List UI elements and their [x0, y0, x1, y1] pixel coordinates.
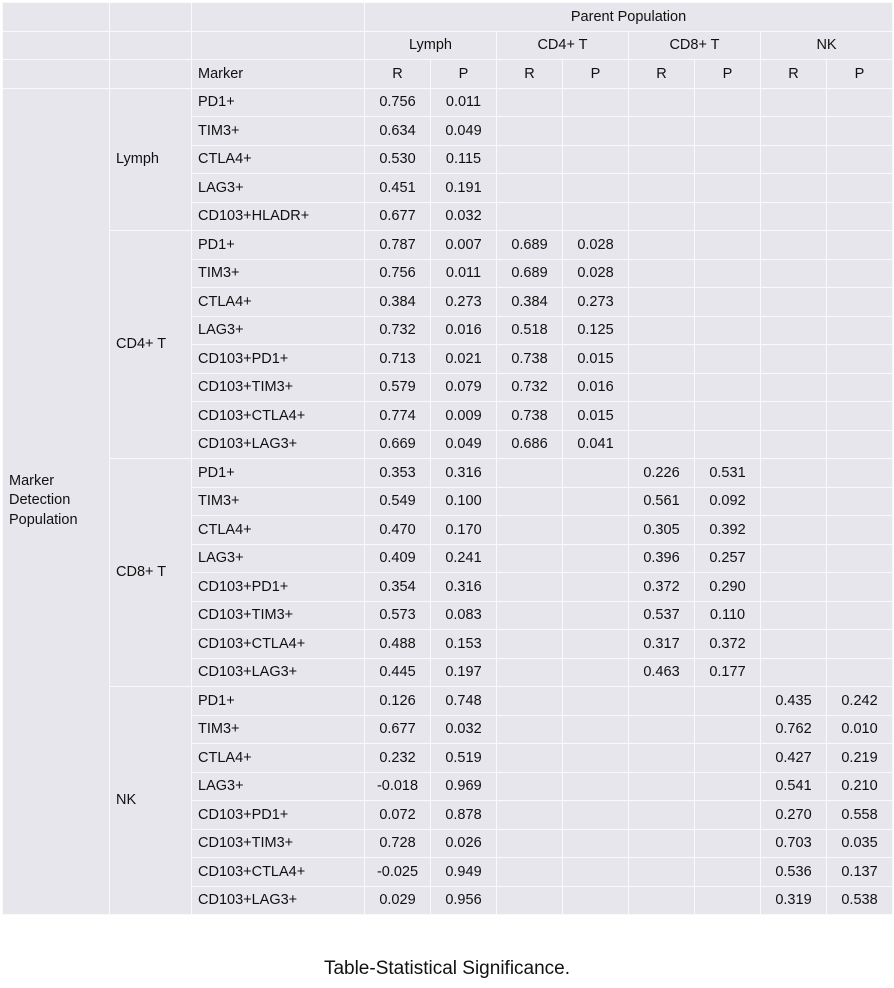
value-cell-cd8-r: [629, 402, 695, 431]
value-cell-lymph-r: 0.353: [365, 459, 431, 488]
value-cell-lymph-p: 0.049: [431, 117, 497, 146]
value-cell-nk-p: 0.210: [827, 772, 893, 801]
value-cell-cd4-r: [497, 715, 563, 744]
value-cell-cd4-r: [497, 744, 563, 773]
value-cell-lymph-p: 0.956: [431, 886, 497, 915]
value-cell-cd4-p: [563, 801, 629, 830]
value-cell-cd8-r: 0.561: [629, 487, 695, 516]
table-body: [3, 3, 893, 915]
value-cell-nk-r: 0.427: [761, 744, 827, 773]
value-cell-cd4-r: 0.689: [497, 231, 563, 260]
value-cell-nk-r: [761, 573, 827, 602]
value-cell-nk-p: [827, 487, 893, 516]
value-cell-cd4-p: [563, 487, 629, 516]
parent-population-header: Parent Population: [365, 3, 893, 32]
value-cell-lymph-p: 0.748: [431, 687, 497, 716]
value-cell-cd4-r: 0.738: [497, 345, 563, 374]
value-cell-lymph-r: 0.354: [365, 573, 431, 602]
value-cell-lymph-p: 0.011: [431, 88, 497, 117]
value-cell-lymph-r: 0.530: [365, 145, 431, 174]
value-cell-nk-r: 0.270: [761, 801, 827, 830]
value-cell-cd8-r: [629, 316, 695, 345]
group-label: Lymph: [110, 88, 192, 231]
value-cell-cd4-r: [497, 801, 563, 830]
value-cell-nk-r: 0.762: [761, 715, 827, 744]
value-cell-cd4-p: [563, 145, 629, 174]
header-row-rp: [3, 60, 893, 89]
value-cell-lymph-p: 0.197: [431, 658, 497, 687]
value-cell-cd4-r: [497, 601, 563, 630]
marker-cell: PD1+: [192, 231, 365, 260]
marker-cell: CD103+TIM3+: [192, 601, 365, 630]
group-label: NK: [110, 687, 192, 915]
value-cell-nk-r: [761, 544, 827, 573]
value-cell-lymph-r: 0.579: [365, 373, 431, 402]
value-cell-cd8-r: 0.305: [629, 516, 695, 545]
marker-column-header: Marker: [192, 60, 365, 89]
marker-cell: LAG3+: [192, 772, 365, 801]
value-cell-nk-p: [827, 288, 893, 317]
value-cell-lymph-p: 0.049: [431, 430, 497, 459]
value-cell-nk-r: [761, 88, 827, 117]
value-cell-lymph-p: 0.007: [431, 231, 497, 260]
population-header-cd4-t: CD4+ T: [497, 31, 629, 60]
r-header: R: [497, 60, 563, 89]
marker-cell: CD103+LAG3+: [192, 430, 365, 459]
value-cell-lymph-r: 0.774: [365, 402, 431, 431]
value-cell-lymph-p: 0.032: [431, 715, 497, 744]
value-cell-cd4-p: [563, 544, 629, 573]
value-cell-cd8-r: [629, 801, 695, 830]
value-cell-nk-p: [827, 316, 893, 345]
value-cell-nk-p: [827, 88, 893, 117]
table-row: [3, 687, 893, 716]
value-cell-cd8-r: 0.463: [629, 658, 695, 687]
marker-cell: CD103+LAG3+: [192, 658, 365, 687]
value-cell-nk-p: [827, 145, 893, 174]
value-cell-nk-p: [827, 544, 893, 573]
value-cell-cd8-r: [629, 202, 695, 231]
value-cell-lymph-r: 0.756: [365, 88, 431, 117]
value-cell-cd4-r: 0.518: [497, 316, 563, 345]
r-header: R: [761, 60, 827, 89]
value-cell-cd4-p: 0.273: [563, 288, 629, 317]
value-cell-cd8-p: [695, 687, 761, 716]
marker-cell: CTLA4+: [192, 288, 365, 317]
value-cell-cd4-p: [563, 601, 629, 630]
value-cell-lymph-r: -0.025: [365, 858, 431, 887]
marker-cell: LAG3+: [192, 544, 365, 573]
value-cell-lymph-r: -0.018: [365, 772, 431, 801]
value-cell-cd8-p: 0.092: [695, 487, 761, 516]
value-cell-cd4-r: [497, 459, 563, 488]
value-cell-lymph-r: 0.677: [365, 715, 431, 744]
value-cell-nk-p: 0.242: [827, 687, 893, 716]
population-header-cd8-t: CD8+ T: [629, 31, 761, 60]
value-cell-cd4-r: [497, 202, 563, 231]
value-cell-cd4-p: [563, 772, 629, 801]
value-cell-cd4-p: 0.028: [563, 259, 629, 288]
value-cell-nk-p: 0.219: [827, 744, 893, 773]
value-cell-lymph-p: 0.170: [431, 516, 497, 545]
value-cell-nk-p: [827, 373, 893, 402]
value-cell-cd8-r: [629, 886, 695, 915]
value-cell-nk-p: 0.538: [827, 886, 893, 915]
value-cell-lymph-p: 0.316: [431, 573, 497, 602]
r-header: R: [365, 60, 431, 89]
value-cell-cd4-r: 0.384: [497, 288, 563, 317]
value-cell-cd8-p: [695, 801, 761, 830]
value-cell-nk-r: 0.319: [761, 886, 827, 915]
value-cell-cd4-r: [497, 573, 563, 602]
value-cell-lymph-r: 0.384: [365, 288, 431, 317]
value-cell-nk-r: [761, 345, 827, 374]
value-cell-nk-r: [761, 516, 827, 545]
value-cell-cd8-r: [629, 88, 695, 117]
marker-cell: CD103+PD1+: [192, 801, 365, 830]
value-cell-nk-p: [827, 202, 893, 231]
value-cell-nk-r: [761, 316, 827, 345]
value-cell-cd4-p: [563, 516, 629, 545]
group-label: CD8+ T: [110, 459, 192, 687]
value-cell-lymph-r: 0.573: [365, 601, 431, 630]
value-cell-cd4-r: 0.689: [497, 259, 563, 288]
value-cell-cd8-r: [629, 772, 695, 801]
value-cell-cd8-r: [629, 117, 695, 146]
marker-cell: TIM3+: [192, 487, 365, 516]
value-cell-cd8-p: 0.392: [695, 516, 761, 545]
value-cell-lymph-p: 0.032: [431, 202, 497, 231]
population-header-lymph: Lymph: [365, 31, 497, 60]
value-cell-nk-p: [827, 430, 893, 459]
value-cell-cd8-r: [629, 858, 695, 887]
marker-cell: CD103+TIM3+: [192, 373, 365, 402]
value-cell-nk-p: 0.137: [827, 858, 893, 887]
value-cell-nk-p: [827, 174, 893, 203]
value-cell-cd8-r: 0.317: [629, 630, 695, 659]
value-cell-nk-r: [761, 430, 827, 459]
marker-cell: PD1+: [192, 687, 365, 716]
value-cell-lymph-r: 0.126: [365, 687, 431, 716]
value-cell-cd8-p: [695, 259, 761, 288]
value-cell-cd8-r: [629, 288, 695, 317]
value-cell-lymph-r: 0.634: [365, 117, 431, 146]
value-cell-cd4-p: 0.015: [563, 402, 629, 431]
value-cell-cd4-p: [563, 829, 629, 858]
value-cell-cd4-r: [497, 658, 563, 687]
value-cell-nk-r: [761, 231, 827, 260]
row-header-label: Marker Detection Population: [3, 88, 110, 915]
value-cell-cd8-p: [695, 373, 761, 402]
marker-cell: CD103+CTLA4+: [192, 402, 365, 431]
value-cell-cd8-p: [695, 345, 761, 374]
value-cell-cd4-p: [563, 459, 629, 488]
value-cell-cd8-r: 0.396: [629, 544, 695, 573]
value-cell-cd8-p: [695, 288, 761, 317]
value-cell-lymph-r: 0.029: [365, 886, 431, 915]
value-cell-cd4-p: [563, 573, 629, 602]
value-cell-lymph-p: 0.241: [431, 544, 497, 573]
marker-cell: CD103+CTLA4+: [192, 858, 365, 887]
value-cell-cd8-r: 0.226: [629, 459, 695, 488]
value-cell-lymph-p: 0.316: [431, 459, 497, 488]
value-cell-cd4-r: [497, 516, 563, 545]
marker-cell: CD103+TIM3+: [192, 829, 365, 858]
value-cell-lymph-p: 0.969: [431, 772, 497, 801]
value-cell-nk-r: 0.703: [761, 829, 827, 858]
value-cell-cd8-p: [695, 858, 761, 887]
value-cell-cd8-r: [629, 145, 695, 174]
value-cell-lymph-p: 0.016: [431, 316, 497, 345]
p-header: P: [827, 60, 893, 89]
table-row: [3, 88, 893, 117]
marker-cell: CD103+PD1+: [192, 345, 365, 374]
value-cell-lymph-p: 0.878: [431, 801, 497, 830]
value-cell-lymph-p: 0.100: [431, 487, 497, 516]
value-cell-cd8-p: [695, 202, 761, 231]
value-cell-cd8-p: [695, 430, 761, 459]
value-cell-cd4-p: 0.041: [563, 430, 629, 459]
marker-cell: LAG3+: [192, 174, 365, 203]
table-row: [3, 459, 893, 488]
marker-cell: CTLA4+: [192, 516, 365, 545]
value-cell-lymph-r: 0.677: [365, 202, 431, 231]
p-header: P: [431, 60, 497, 89]
value-cell-lymph-r: 0.488: [365, 630, 431, 659]
value-cell-cd4-r: [497, 145, 563, 174]
marker-cell: PD1+: [192, 459, 365, 488]
value-cell-nk-p: [827, 516, 893, 545]
value-cell-lymph-p: 0.083: [431, 601, 497, 630]
value-cell-lymph-r: 0.787: [365, 231, 431, 260]
value-cell-nk-p: [827, 259, 893, 288]
p-header: P: [563, 60, 629, 89]
value-cell-nk-p: [827, 459, 893, 488]
marker-cell: PD1+: [192, 88, 365, 117]
value-cell-lymph-r: 0.732: [365, 316, 431, 345]
value-cell-lymph-p: 0.191: [431, 174, 497, 203]
value-cell-nk-p: 0.035: [827, 829, 893, 858]
value-cell-nk-r: [761, 402, 827, 431]
value-cell-cd8-p: [695, 886, 761, 915]
header-row-parent: [3, 3, 893, 32]
value-cell-cd8-p: [695, 316, 761, 345]
value-cell-cd4-r: [497, 174, 563, 203]
value-cell-cd8-p: 0.177: [695, 658, 761, 687]
value-cell-cd4-r: [497, 829, 563, 858]
value-cell-lymph-p: 0.021: [431, 345, 497, 374]
value-cell-nk-p: [827, 601, 893, 630]
value-cell-lymph-p: 0.115: [431, 145, 497, 174]
value-cell-lymph-r: 0.409: [365, 544, 431, 573]
value-cell-cd4-r: [497, 687, 563, 716]
value-cell-lymph-p: 0.153: [431, 630, 497, 659]
value-cell-cd8-r: [629, 259, 695, 288]
value-cell-cd8-p: [695, 715, 761, 744]
p-header: P: [695, 60, 761, 89]
value-cell-lymph-r: 0.445: [365, 658, 431, 687]
value-cell-cd8-p: [695, 231, 761, 260]
value-cell-lymph-p: 0.011: [431, 259, 497, 288]
value-cell-cd8-p: 0.257: [695, 544, 761, 573]
value-cell-cd4-p: 0.125: [563, 316, 629, 345]
value-cell-nk-r: [761, 174, 827, 203]
value-cell-lymph-p: 0.026: [431, 829, 497, 858]
value-cell-cd8-r: [629, 829, 695, 858]
value-cell-cd4-r: [497, 487, 563, 516]
value-cell-cd4-r: [497, 772, 563, 801]
value-cell-cd8-p: [695, 772, 761, 801]
marker-cell: CD103+CTLA4+: [192, 630, 365, 659]
value-cell-lymph-r: 0.232: [365, 744, 431, 773]
value-cell-nk-r: [761, 145, 827, 174]
significance-table: [2, 2, 893, 915]
value-cell-cd4-p: [563, 202, 629, 231]
marker-cell: CD103+HLADR+: [192, 202, 365, 231]
value-cell-cd8-r: [629, 345, 695, 374]
value-cell-cd8-r: [629, 231, 695, 260]
value-cell-lymph-r: 0.451: [365, 174, 431, 203]
value-cell-cd8-r: [629, 174, 695, 203]
value-cell-nk-p: [827, 402, 893, 431]
value-cell-lymph-p: 0.949: [431, 858, 497, 887]
value-cell-nk-r: [761, 459, 827, 488]
value-cell-cd4-p: [563, 658, 629, 687]
value-cell-cd8-p: 0.531: [695, 459, 761, 488]
value-cell-nk-r: 0.536: [761, 858, 827, 887]
value-cell-cd8-p: 0.110: [695, 601, 761, 630]
value-cell-nk-p: [827, 658, 893, 687]
value-cell-nk-r: [761, 259, 827, 288]
value-cell-nk-r: [761, 487, 827, 516]
value-cell-lymph-r: 0.549: [365, 487, 431, 516]
value-cell-lymph-r: 0.072: [365, 801, 431, 830]
value-cell-nk-p: [827, 345, 893, 374]
value-cell-cd4-p: [563, 715, 629, 744]
value-cell-cd4-p: 0.015: [563, 345, 629, 374]
group-label: CD4+ T: [110, 231, 192, 459]
value-cell-nk-r: [761, 288, 827, 317]
marker-cell: TIM3+: [192, 259, 365, 288]
marker-cell: CTLA4+: [192, 145, 365, 174]
value-cell-cd8-p: [695, 174, 761, 203]
value-cell-lymph-p: 0.009: [431, 402, 497, 431]
value-cell-cd4-r: [497, 630, 563, 659]
r-header: R: [629, 60, 695, 89]
value-cell-cd4-r: [497, 88, 563, 117]
value-cell-lymph-r: 0.470: [365, 516, 431, 545]
value-cell-nk-r: [761, 658, 827, 687]
marker-cell: CD103+PD1+: [192, 573, 365, 602]
value-cell-cd8-p: [695, 744, 761, 773]
header-row-populations: [3, 31, 893, 60]
value-cell-cd4-r: 0.738: [497, 402, 563, 431]
value-cell-cd4-p: [563, 88, 629, 117]
value-cell-nk-p: [827, 117, 893, 146]
value-cell-cd4-p: [563, 744, 629, 773]
value-cell-cd4-p: [563, 117, 629, 146]
value-cell-cd8-p: [695, 829, 761, 858]
value-cell-lymph-r: 0.669: [365, 430, 431, 459]
marker-cell: TIM3+: [192, 715, 365, 744]
value-cell-cd8-r: [629, 373, 695, 402]
value-cell-cd8-r: [629, 715, 695, 744]
value-cell-lymph-r: 0.728: [365, 829, 431, 858]
value-cell-nk-r: [761, 630, 827, 659]
value-cell-cd8-r: [629, 687, 695, 716]
value-cell-lymph-r: 0.713: [365, 345, 431, 374]
marker-cell: TIM3+: [192, 117, 365, 146]
value-cell-cd4-r: [497, 886, 563, 915]
value-cell-nk-p: [827, 630, 893, 659]
value-cell-cd8-r: [629, 744, 695, 773]
value-cell-cd8-p: 0.372: [695, 630, 761, 659]
value-cell-nk-p: [827, 573, 893, 602]
value-cell-lymph-p: 0.519: [431, 744, 497, 773]
value-cell-cd4-r: [497, 858, 563, 887]
value-cell-cd8-p: [695, 145, 761, 174]
value-cell-nk-r: [761, 373, 827, 402]
value-cell-cd4-r: [497, 544, 563, 573]
value-cell-nk-r: [761, 202, 827, 231]
value-cell-nk-p: [827, 231, 893, 260]
value-cell-lymph-r: 0.756: [365, 259, 431, 288]
value-cell-nk-r: 0.435: [761, 687, 827, 716]
value-cell-cd4-r: 0.686: [497, 430, 563, 459]
value-cell-cd4-p: [563, 858, 629, 887]
marker-cell: CTLA4+: [192, 744, 365, 773]
value-cell-cd8-p: 0.290: [695, 573, 761, 602]
value-cell-cd4-p: 0.016: [563, 373, 629, 402]
value-cell-cd4-r: 0.732: [497, 373, 563, 402]
value-cell-nk-r: [761, 117, 827, 146]
table-row: [3, 231, 893, 260]
value-cell-cd4-p: [563, 630, 629, 659]
value-cell-nk-p: 0.558: [827, 801, 893, 830]
value-cell-cd4-p: [563, 687, 629, 716]
marker-cell: LAG3+: [192, 316, 365, 345]
population-header-nk: NK: [761, 31, 893, 60]
value-cell-cd4-p: 0.028: [563, 231, 629, 260]
value-cell-nk-r: 0.541: [761, 772, 827, 801]
value-cell-cd8-p: [695, 88, 761, 117]
value-cell-cd8-p: [695, 402, 761, 431]
value-cell-cd4-p: [563, 174, 629, 203]
value-cell-nk-p: 0.010: [827, 715, 893, 744]
value-cell-nk-r: [761, 601, 827, 630]
table-caption: Table-Statistical Significance.: [323, 958, 571, 979]
value-cell-cd4-r: [497, 117, 563, 146]
value-cell-cd8-r: [629, 430, 695, 459]
value-cell-cd8-p: [695, 117, 761, 146]
value-cell-lymph-p: 0.273: [431, 288, 497, 317]
value-cell-lymph-p: 0.079: [431, 373, 497, 402]
value-cell-cd8-r: 0.372: [629, 573, 695, 602]
marker-cell: CD103+LAG3+: [192, 886, 365, 915]
value-cell-cd8-r: 0.537: [629, 601, 695, 630]
value-cell-cd4-p: [563, 886, 629, 915]
